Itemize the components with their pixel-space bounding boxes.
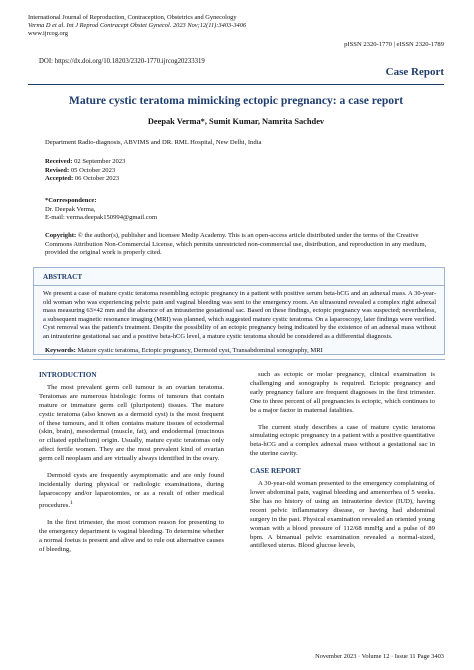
accepted-date: 06 October 2023 bbox=[74, 175, 120, 183]
intro-paragraph-2-text: Dermoid cysts are frequently asymptomatic and are only found incidentally during physical or radiologic examinations, during laparoscopy and/or laparotomies, or as a result of other medical procedures. bbox=[39, 472, 224, 510]
abstract-divider bbox=[34, 285, 444, 286]
article-dates bbox=[45, 158, 125, 184]
received-date: 02 September 2023 bbox=[74, 158, 126, 165]
keywords-label: Keywords: bbox=[45, 347, 76, 354]
journal-name: International Journal of Reproduction, Contraception, Obstetrics and Gynecology bbox=[28, 14, 237, 21]
keywords bbox=[45, 347, 445, 356]
abstract-heading: ABSTRACT bbox=[43, 273, 83, 281]
right-column bbox=[250, 371, 435, 559]
abstract-text: We present a case of mature cystic teratoma resembling ectopic pregnancy in a patient with positive serum beta-hCG and an adnexal mass. A 30-year-old woman who was experiencing pelvic pain and vaginal bleeding was sent to the emergency room. An ultrasound revealed a complex right adnexal mass measuring 63×42 mm and the absence of an intrauterine gestational sac. Based on these findings, ectopic pregnancy was suspected; nevertheless, a subsequent magnetic resonance imaging (MRI) was planned, which suggested mature cystic teratoma. On a laparoscopy, later findings were verified. Cyst removal was the patient's treatment. Despite the possibility of an ectopic pregnancy being indicated by the existence of an adnexal mass without an intrauterine gestational sac and a positive beta-hCG level, a mature cystic teratoma should be considered as a differential diagnosis. bbox=[43, 290, 436, 340]
revised-label: Revised: bbox=[45, 166, 70, 174]
introduction-heading: INTRODUCTION bbox=[39, 371, 97, 379]
issn-line: pISSN 2320-1770 | eISSN 2320-1789 bbox=[344, 41, 444, 48]
journal-site-link[interactable]: www.ijrcog.org bbox=[28, 30, 68, 38]
keywords-text: Mature cystic teratoma, Ectopic pregnancy, Dermoid cyst, Transabdominal sonography, MRI bbox=[77, 347, 323, 354]
intro-paragraph-1: The most prevalent germ cell tumour is an ovarian teratoma. Teratomas are numerous histologic forms of tumours that contain mature or immature germ cell (pluripotent) tissues. The mature cystic teratoma (also known as a dermoid cyst) is the most frequent of these tumours, and it often contains mature tissues of ectodermal (skin, brain), mesodermal (muscle, fat), and endodermal (mucinous or ciliated epithelium) origin. Usually, mature cystic teratomas only affect fertile women. They are the most prevalent kind of ovarian germ cell neoplasm and are virtually always identified in the ovary. bbox=[39, 383, 224, 463]
case-paragraph-1: A 30-year-old woman presented to the emergency complaining of lower abdominal pain, vaginal bleeding and amenorrhea of 5 weeks. She has no history of using an intrauterine device (IUD), having recent pelvic inflammatory disease, or having had abdominal surgery in the past. Physical examination revealed an oriented young woman with a blood pressure of 112/68 mmHg and a pulse of 89 bpm. A bimanual pelvic examination revealed a normal-sized, antiflexed uterus. Blood glucose levels, bbox=[250, 480, 435, 550]
doi-link[interactable]: DOI: https://dx.doi.org/10.18203/2320-1770.ijrcog20233319 bbox=[39, 58, 205, 65]
copyright-label: Copyright: bbox=[45, 232, 77, 239]
received-label: Received: bbox=[45, 158, 73, 165]
citation-ref[interactable]: 1 bbox=[70, 499, 73, 506]
correspondence-email[interactable]: E-mail: verma.deepak150994@gmail.com bbox=[45, 214, 158, 222]
accepted-label: Accepted: bbox=[45, 175, 74, 183]
journal-header bbox=[28, 14, 246, 39]
intro-paragraph-2 bbox=[39, 472, 224, 511]
abstract-box bbox=[33, 267, 445, 355]
intro-paragraph-3: In the first trimester, the most common reason for presenting to the emergency department is vaginal bleeding. To determine whether a normal foetus is present and alive and to rule out alternative causes of bleeding, bbox=[39, 518, 224, 553]
author-list: Deepak Verma*, Sumit Kumar, Namrita Sachdev bbox=[147, 117, 325, 126]
correspondence-name: Dr. Deepak Verma, bbox=[45, 205, 96, 213]
copyright-notice bbox=[45, 232, 447, 258]
right-paragraph-2: The current study describes a case of mature cystic teratoma simulating ectopic pregnancy in a patient with a positive quantitative beta-hCG and a complex adnexal mass without a gestational sac in the uterine cavity. bbox=[250, 423, 435, 458]
correspondence bbox=[45, 197, 157, 223]
header-divider bbox=[28, 84, 444, 85]
article-type: Case Report bbox=[385, 66, 444, 78]
case-report-heading: CASE REPORT bbox=[250, 467, 301, 476]
article-title: Mature cystic teratoma mimicking ectopic pregnancy: a case report bbox=[68, 94, 404, 107]
citation-line: Verma D et al. Int J Reprod Contracept Obstet Gynecol. 2023 Nov;12(11):3403-3406 bbox=[28, 22, 247, 30]
page-footer: November 2023 · Volume 12 · Issue 11 Page 3403 bbox=[315, 653, 444, 660]
right-paragraph-1: such as ectopic or molar pregnancy, clinical examination is challenging and sonography is required. Ectopic pregnancy and early pregnancy failure are frequent diagnoses in the first trimester. One to three percent of all pregnancies is ectopic, which continues to be a major factor in maternal fatalities. bbox=[250, 371, 435, 414]
left-column bbox=[39, 371, 224, 563]
revised-date: 05 October 2023 bbox=[70, 166, 116, 174]
affiliation: Department Radio-diagnosis, ABVIMS and DR. RML Hospital, New Delhi, India bbox=[45, 139, 262, 146]
keywords-divider bbox=[33, 359, 445, 360]
correspondence-label: *Correspondence: bbox=[45, 197, 97, 204]
copyright-text: © the author(s), publisher and licensee Medip Academy. This is an open-access article distributed under the terms of the Creative Commons Attribution Non-Commercial License, which permits unrestricted non-commercial use, distribution, and reproduction in any medium, provided the original work is properly cited. bbox=[45, 232, 427, 257]
